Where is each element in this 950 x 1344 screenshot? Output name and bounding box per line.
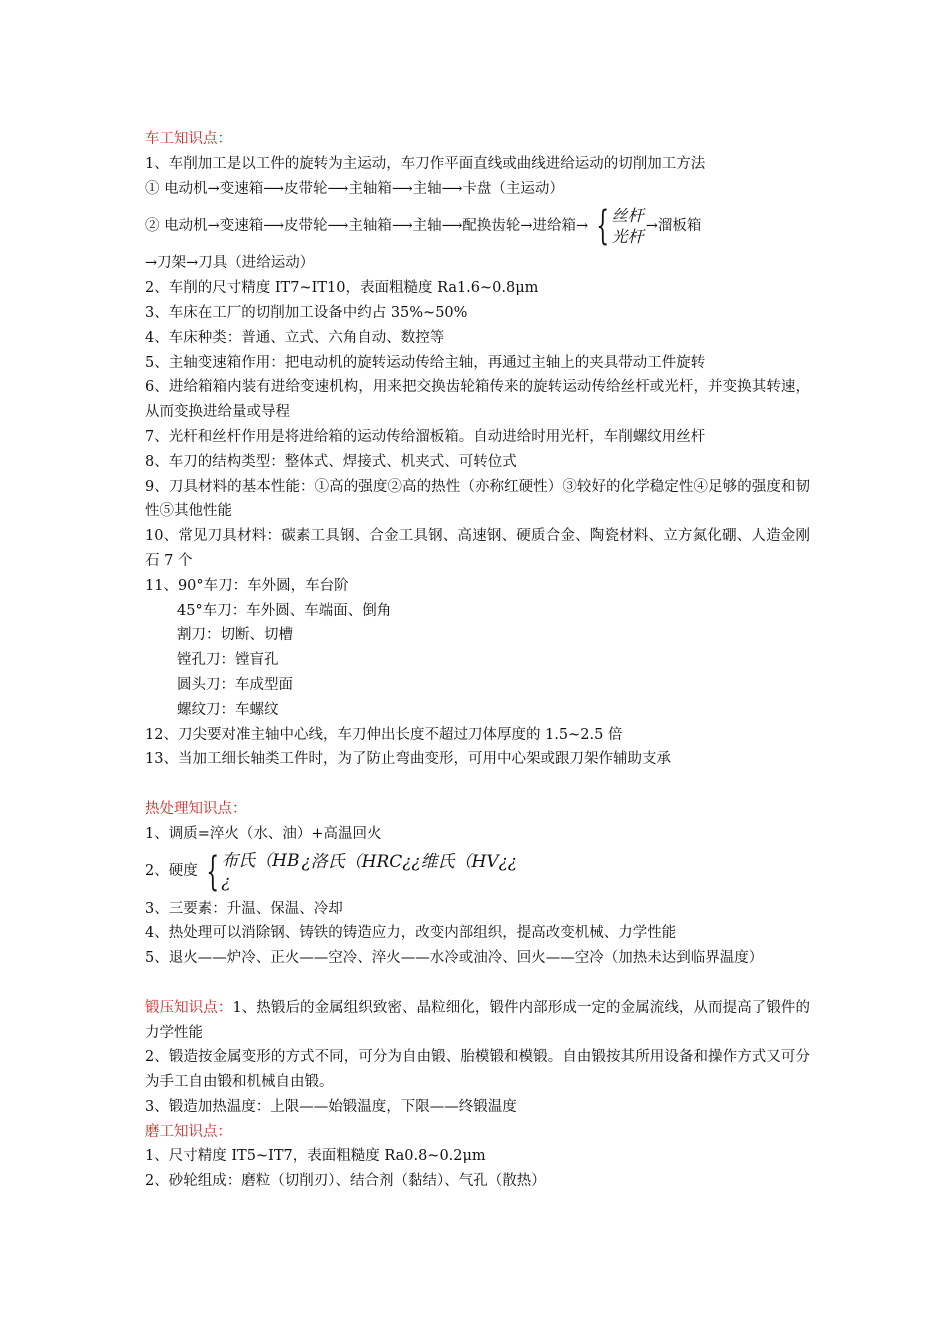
formula-suffix: →溜板箱 xyxy=(645,217,702,234)
lathe-line: 8、车刀的结构类型：整体式、焊接式、机夹式、可转位式 xyxy=(145,453,517,470)
hardness-label: 2、硬度 xyxy=(145,863,198,880)
lathe-line: 5、主轴变速箱作用：把电动机的旋转运动传给主轴，再通过主轴上的夹具带动工件旋转 xyxy=(145,354,706,371)
tool-item: 45°车刀：车外圆、车端面、倒角 xyxy=(177,602,392,619)
lathe-line: 13、当加工细长轴类工件时，为了防止弯曲变形，可用中心架或跟刀架作辅助支承 xyxy=(145,751,671,768)
lathe-line: 10、常见刀具材料：碳素工具钢、合金工具钢、高速钢、硬质合金、陶瓷材料、立方氮化硼、人造金刚石 7 个 xyxy=(145,528,810,569)
hardness-rest: ¿洛氏（HRC¿¿维氏（HV¿¿ xyxy=(301,852,517,873)
brinell-close: ¿ xyxy=(221,871,231,892)
lathe-line: 12、刀尖要对准主轴中心线，车刀伸出长度不超过刀体厚度的 1.5~2.5 倍 xyxy=(145,726,623,743)
spacer xyxy=(145,772,810,797)
lathe-line: 2、车削的尺寸精度 IT7~IT10，表面粗糙度 Ra1.6~0.8μm xyxy=(145,280,539,297)
lathe-line: ① 电动机→变速箱⟶皮带轮⟶主轴箱⟶主轴⟶卡盘（主运动） xyxy=(145,180,564,197)
hardness-formula xyxy=(145,847,810,897)
lathe-line: →刀架→刀具（进给运动） xyxy=(145,255,315,272)
tool-item: 螺纹刀：车螺纹 xyxy=(177,701,279,718)
forge-line: 3、锻造加热温度：上限——始锻温度，下限——终锻温度 xyxy=(145,1098,517,1115)
rod-stack xyxy=(612,205,644,247)
brinell: 布氏（HB xyxy=(221,850,300,871)
heat-line: 1、调质=淬火（水、油）+高温回火 xyxy=(145,825,382,842)
heat-heading: 热处理知识点： xyxy=(145,800,247,817)
forge-line: 1、热锻后的金属组织致密、晶粒细化，锻件内部形成一定的金属流线，从而提高了锻件的力学性能 xyxy=(145,999,810,1041)
tool-item: 圆头刀：车成型面 xyxy=(177,676,293,693)
lathe-line: 11、90°车刀：车外圆，车台阶 xyxy=(145,577,349,594)
formula-prefix: ② 电动机→变速箱⟶皮带轮⟶主轴箱⟶主轴⟶配换齿轮→进给箱→ xyxy=(145,217,589,234)
lathe-line: 3、车床在工厂的切削加工设备中约占 35%~50% xyxy=(145,304,468,321)
tool-item: 镗孔刀：镗盲孔 xyxy=(177,652,279,669)
hardness-stack xyxy=(221,851,299,893)
heat-line: 5、退火——炉冷、正火——空冷、淬火——水冷或油冷、回火——空冷（加热未达到临界温度） xyxy=(145,950,764,967)
feed-rod: 光杆 xyxy=(611,227,644,247)
forge-line: 2、锻造按金属变形的方式不同，可分为自由锻、胎模锻和模锻。自由锻按其所用设备和操作方式又可分为手工自由锻和机械自由锻。 xyxy=(145,1049,810,1091)
lathe-heading: 车工知识点： xyxy=(145,131,232,147)
brace-group xyxy=(590,203,644,250)
grind-line: 2、砂轮组成：磨粒（切削刃）、结合剂（黏结）、气孔（散热） xyxy=(145,1173,546,1190)
spacer xyxy=(145,971,810,996)
lathe-line: 1、车削加工是以工件的旋转为主运动，车刀作平面直线或曲线进给运动的切削加工方法 xyxy=(145,155,706,172)
left-brace-icon: { xyxy=(596,203,610,250)
brace-group xyxy=(200,848,300,895)
lead-screw: 丝杆 xyxy=(611,206,644,226)
feed-motion-formula xyxy=(145,201,810,251)
tool-item: 割刀：切断、切槽 xyxy=(177,627,293,644)
forge-paragraph xyxy=(145,996,810,1046)
lathe-line: 6、进给箱箱内装有进给变速机构，用来把交换齿轮箱传来的旋转运动传给丝杆或光杆，并变换其转速，从而变换进给量或导程 xyxy=(145,379,810,421)
lathe-line: 4、车床种类：普通、立式、六角自动、数控等 xyxy=(145,329,445,346)
forge-heading: 锻压知识点： xyxy=(145,999,233,1016)
heat-line: 4、热处理可以消除钢、铸铁的铸造应力，改变内部组织，提高改变机械、力学性能 xyxy=(145,925,677,942)
lathe-line: 9、刀具材料的基本性能：①高的强度②高的热性（亦称红硬性）③较好的化学稳定性④足够的强度和韧性⑤其他性能 xyxy=(145,478,810,520)
grind-line: 1、尺寸精度 IT5~IT7，表面粗糙度 Ra0.8~0.2μm xyxy=(145,1148,486,1165)
heat-line: 3、三要素：升温、保温、冷却 xyxy=(145,900,343,917)
grind-heading: 磨工知识点： xyxy=(145,1123,232,1140)
left-brace-icon: { xyxy=(206,848,219,895)
document-page xyxy=(145,127,810,1194)
lathe-line: 7、光杆和丝杆作用是将进给箱的运动传给溜板箱。自动进给时用光杆，车削螺纹用丝杆 xyxy=(145,428,706,445)
